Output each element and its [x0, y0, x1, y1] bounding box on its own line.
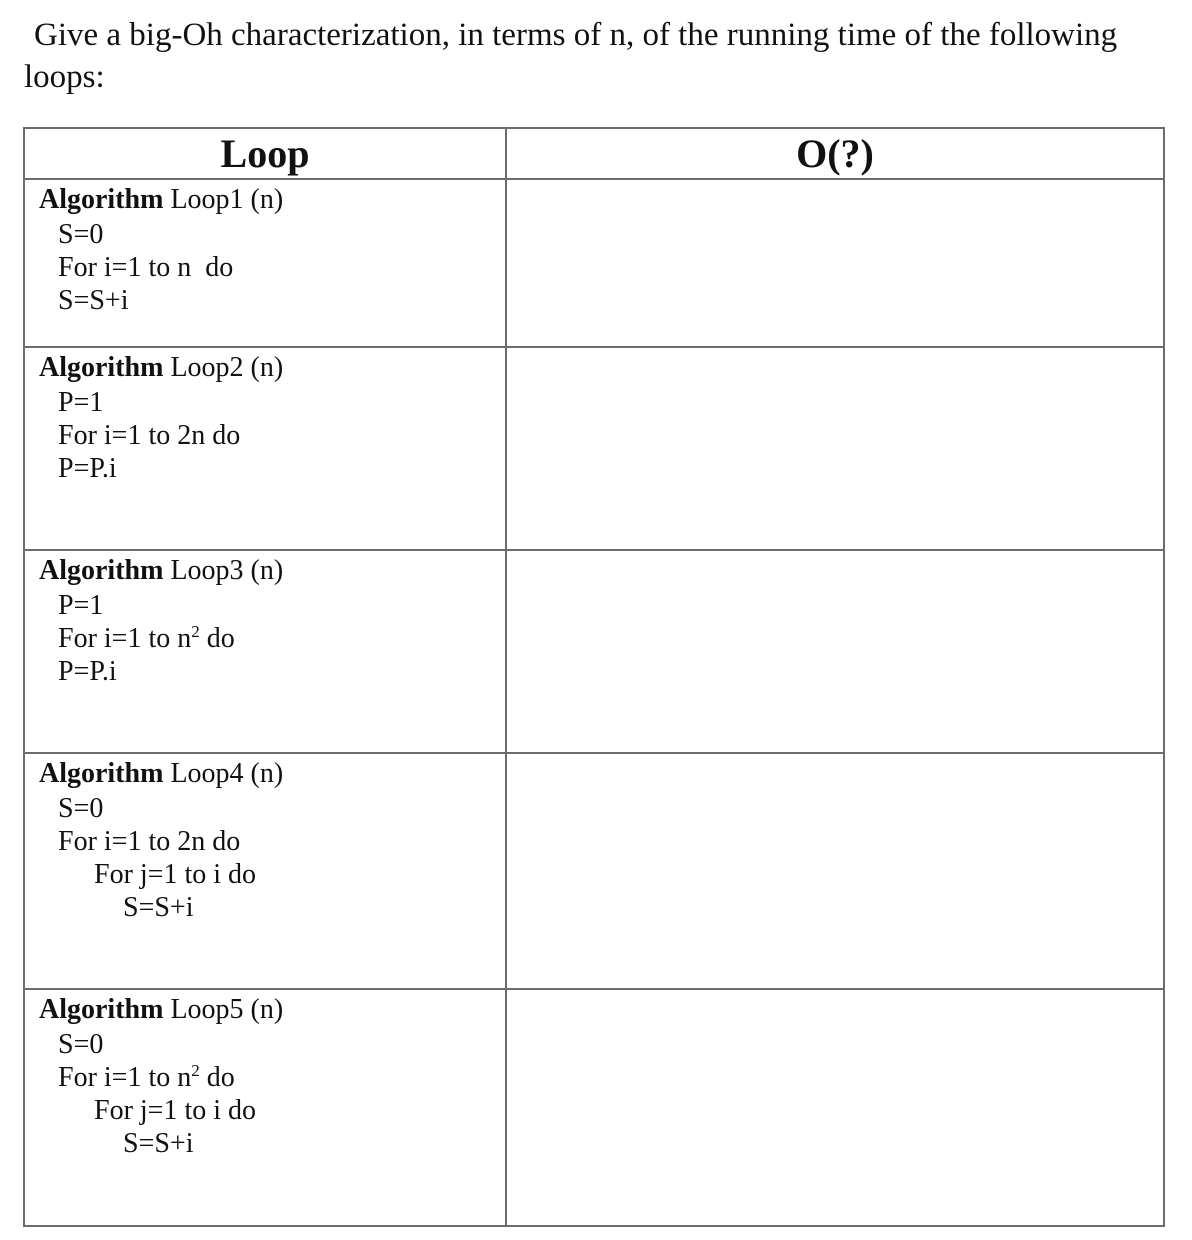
header-row	[24, 128, 1164, 179]
loop1-answer-cell[interactable]	[506, 179, 1164, 347]
loop3-title	[39, 553, 505, 589]
loop4-answer-cell[interactable]	[506, 753, 1164, 989]
algorithm-keyword: Algorithm	[39, 352, 164, 383]
algorithm-keyword: Algorithm	[39, 184, 164, 215]
loop4-body: S=S+i	[123, 892, 194, 923]
loop5-outer-prefix: For i=1 to n	[58, 1062, 192, 1093]
loop4-outer-for: For i=1 to 2n do	[58, 826, 241, 857]
loop3-name: Loop3 (n)	[170, 555, 284, 586]
loop5-outer-suffix: do	[199, 1062, 235, 1093]
loop2-body: P=P.i	[58, 453, 117, 484]
loop2-outer-for: For i=1 to 2n do	[58, 420, 241, 451]
loop5-answer-cell[interactable]	[506, 989, 1164, 1226]
table-row-loop1	[24, 179, 1164, 347]
loop1-name: Loop1 (n)	[170, 184, 284, 215]
loop1-title	[39, 182, 505, 218]
loop1-outer-for: For i=1 to n do	[58, 252, 234, 283]
loops-table	[23, 127, 1165, 1227]
loop1-body: S=S+i	[58, 285, 129, 316]
table-row-loop3	[24, 550, 1164, 753]
loop2-code-cell	[24, 347, 506, 550]
algorithm-keyword: Algorithm	[39, 994, 164, 1025]
loop5-code-cell	[24, 989, 506, 1226]
loop5-body: S=S+i	[123, 1128, 194, 1159]
loop3-outer-suffix: do	[199, 623, 235, 654]
loop4-init: S=0	[58, 793, 104, 824]
loop2-name: Loop2 (n)	[170, 352, 284, 383]
loop3-exponent: 2	[191, 622, 200, 641]
loop4-code-cell	[24, 753, 506, 989]
loop5-init: S=0	[58, 1029, 104, 1060]
big-o-column-header: O(?)	[506, 128, 1164, 179]
loop3-code-cell	[24, 550, 506, 753]
loop2-title	[39, 350, 505, 386]
loop3-outer-for	[39, 622, 505, 655]
loop3-outer-prefix: For i=1 to n	[58, 623, 192, 654]
loop5-exponent: 2	[191, 1061, 200, 1080]
loop5-name: Loop5 (n)	[170, 994, 284, 1025]
table-row-loop4	[24, 753, 1164, 989]
loop3-answer-cell[interactable]	[506, 550, 1164, 753]
loop3-body: P=P.i	[58, 656, 117, 687]
loop4-name: Loop4 (n)	[170, 758, 284, 789]
table-row-loop2	[24, 347, 1164, 550]
loop3-init: P=1	[58, 590, 104, 621]
loop1-init: S=0	[58, 219, 104, 250]
algorithm-keyword: Algorithm	[39, 555, 164, 586]
loop2-answer-cell[interactable]	[506, 347, 1164, 550]
loop4-title	[39, 756, 505, 792]
algorithm-keyword: Algorithm	[39, 758, 164, 789]
loop-column-header: Loop	[24, 128, 506, 179]
loop5-title	[39, 992, 505, 1028]
loop4-inner-for: For j=1 to i do	[94, 859, 257, 890]
loop5-inner-for: For j=1 to i do	[94, 1095, 257, 1126]
table-row-loop5	[24, 989, 1164, 1226]
loop5-outer-for	[39, 1061, 505, 1094]
question-text: Give a big-Oh characterization, in terms of n, of the running time of the following loops:	[24, 17, 1118, 95]
loop1-code-cell	[24, 179, 506, 347]
loop2-init: P=1	[58, 387, 104, 418]
